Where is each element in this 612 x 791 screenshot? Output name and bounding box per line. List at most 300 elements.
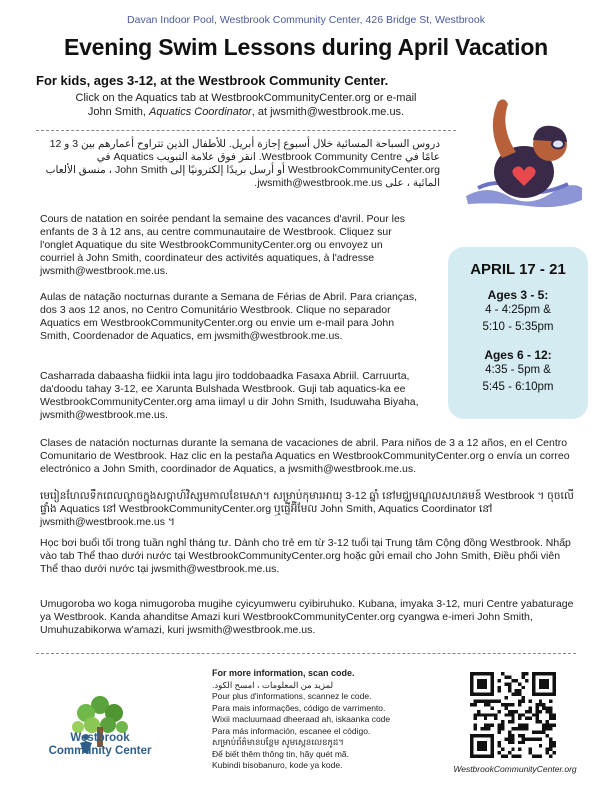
qr-module bbox=[484, 717, 487, 720]
qr-module bbox=[504, 703, 507, 706]
qr-module bbox=[511, 693, 514, 696]
qr-module bbox=[477, 679, 480, 682]
qr-module bbox=[532, 672, 535, 675]
qr-module bbox=[539, 672, 542, 675]
qr-module bbox=[511, 710, 514, 713]
qr-module bbox=[498, 679, 501, 682]
qr-module bbox=[480, 744, 483, 747]
qr-module bbox=[549, 744, 552, 747]
qr-module bbox=[549, 693, 552, 696]
qr-module bbox=[504, 737, 507, 740]
schedule-group2-time2: 5:45 - 6:10pm bbox=[482, 381, 554, 393]
qr-module bbox=[539, 693, 542, 696]
qr-module bbox=[522, 700, 525, 703]
qr-module bbox=[546, 727, 549, 730]
qr-module bbox=[477, 682, 480, 685]
qr-module bbox=[518, 689, 521, 692]
qr-module bbox=[491, 744, 494, 747]
qr-module bbox=[525, 672, 528, 675]
qr-module bbox=[549, 737, 552, 740]
qr-module bbox=[528, 710, 531, 713]
qr-module bbox=[542, 693, 545, 696]
qr-module bbox=[528, 737, 531, 740]
scan-kinyarwanda: Kubindi bisobanuro, kode ya kode. bbox=[212, 760, 343, 770]
qr-module bbox=[504, 682, 507, 685]
qr-module bbox=[532, 737, 535, 740]
qr-module bbox=[480, 734, 483, 737]
qr-module bbox=[498, 751, 501, 754]
qr-module bbox=[532, 686, 535, 689]
scan-french: Pour plus d'informations, scannez le code. bbox=[212, 691, 372, 701]
qr-module bbox=[546, 748, 549, 751]
qr-module bbox=[487, 713, 490, 716]
qr-module bbox=[470, 693, 473, 696]
qr-module bbox=[501, 703, 504, 706]
scan-somali: Wixii macluumaad dheeraad ah, iskaanka code bbox=[212, 714, 391, 724]
qr-module bbox=[522, 696, 525, 699]
qr-module bbox=[487, 724, 490, 727]
qr-module bbox=[511, 755, 514, 758]
qr-module bbox=[491, 724, 494, 727]
qr-module bbox=[477, 748, 480, 751]
qr-module bbox=[504, 713, 507, 716]
qr-module bbox=[491, 706, 494, 709]
qr-module bbox=[518, 755, 521, 758]
qr-module bbox=[484, 682, 487, 685]
qr-module bbox=[470, 675, 473, 678]
qr-module bbox=[546, 679, 549, 682]
qr-module bbox=[553, 672, 556, 675]
qr-module bbox=[498, 741, 501, 744]
qr-module bbox=[525, 717, 528, 720]
qr-module bbox=[511, 717, 514, 720]
qr-module bbox=[508, 720, 511, 723]
qr-module bbox=[491, 737, 494, 740]
qr-module bbox=[480, 693, 483, 696]
qr-module bbox=[549, 706, 552, 709]
qr-module bbox=[525, 737, 528, 740]
qr-module bbox=[532, 679, 535, 682]
qr-module bbox=[480, 741, 483, 744]
qr-module bbox=[470, 689, 473, 692]
qr-module bbox=[484, 693, 487, 696]
qr-module bbox=[484, 727, 487, 730]
qr-module bbox=[491, 682, 494, 685]
qr-module bbox=[553, 741, 556, 744]
scan-info bbox=[212, 668, 452, 772]
qr-module bbox=[515, 679, 518, 682]
qr-module bbox=[522, 672, 525, 675]
qr-module bbox=[504, 675, 507, 678]
qr-module bbox=[511, 720, 514, 723]
qr-module bbox=[511, 727, 514, 730]
qr-module bbox=[528, 717, 531, 720]
scan-vietnamese: Để biết thêm thông tin, hãy quét mã. bbox=[212, 748, 350, 759]
qr-module bbox=[491, 755, 494, 758]
qr-module bbox=[480, 727, 483, 730]
qr-module bbox=[518, 741, 521, 744]
subtitle: For kids, ages 3-12, at the Westbrook Community Center. bbox=[36, 73, 389, 88]
qr-module bbox=[511, 737, 514, 740]
qr-module bbox=[553, 689, 556, 692]
qr-module bbox=[549, 710, 552, 713]
qr-module bbox=[525, 679, 528, 682]
qr-module bbox=[553, 682, 556, 685]
qr-module bbox=[477, 686, 480, 689]
qr-module bbox=[484, 686, 487, 689]
qr-module bbox=[553, 724, 556, 727]
qr-module bbox=[491, 741, 494, 744]
qr-module bbox=[508, 675, 511, 678]
qr-module bbox=[491, 686, 494, 689]
qr-module bbox=[546, 686, 549, 689]
qr-module bbox=[470, 734, 473, 737]
qr-module bbox=[542, 730, 545, 733]
qr-module bbox=[480, 672, 483, 675]
qr-module bbox=[501, 727, 504, 730]
qr-module bbox=[480, 748, 483, 751]
qr-module bbox=[539, 730, 542, 733]
qr-module bbox=[508, 741, 511, 744]
qr-module bbox=[484, 734, 487, 737]
scan-arabic: لمزيد من المعلومات ، امسح الكود. bbox=[212, 679, 334, 690]
qr-module bbox=[480, 713, 483, 716]
qr-module bbox=[532, 730, 535, 733]
qr-module bbox=[539, 710, 542, 713]
qr-module bbox=[498, 700, 501, 703]
qr-module bbox=[501, 755, 504, 758]
divider-top bbox=[36, 130, 456, 131]
scan-khmer: សម្រាប់ព័ត៌មានបន្ថែម សូមស្កេនលេខកូដ។ bbox=[212, 737, 344, 747]
qr-module bbox=[549, 713, 552, 716]
qr-module bbox=[522, 686, 525, 689]
qr-module bbox=[473, 713, 476, 716]
qr-module bbox=[528, 751, 531, 754]
qr-module bbox=[498, 744, 501, 747]
qr-module bbox=[546, 672, 549, 675]
intro-role: Aquatics Coordinator bbox=[149, 105, 252, 118]
arabic-text: دروس السباحة المسائية خلال أسبوع إجازة أبريل. للأطفال الذين تتراوح أعمارهم بين 3 و 12 عامًا في Westbrook Community Centre. انقر فوق علامة التبويب Aquatics في WestbrookCommunityCenter.org أو أرسل بريدًا إلكترونيًا إلى John Smith ، منسق الألعاب المائية ، على jwsmith@westbrook.me.us. bbox=[45, 138, 440, 189]
qr-module bbox=[477, 741, 480, 744]
qr-module bbox=[549, 724, 552, 727]
schedule-group2-label: Ages 6 - 12: bbox=[484, 348, 552, 362]
qr-module bbox=[477, 713, 480, 716]
qr-module bbox=[511, 703, 514, 706]
qr-module bbox=[484, 700, 487, 703]
qr-module bbox=[477, 672, 480, 675]
qr-module bbox=[511, 679, 514, 682]
logo-text bbox=[40, 732, 160, 758]
swimmer-arm bbox=[493, 99, 516, 158]
qr-module bbox=[491, 748, 494, 751]
qr-module bbox=[515, 755, 518, 758]
spanish-text: Clases de natación nocturnas durante la semana de vacaciones de abril. Para niños de 3 a 12 años, en el Centro Comunitario de Westbrook. Haz clic en la pestaña Aquatics en WestbrookCommunityCenter.org o envía un correo electrónico a John Smith, coordinador de Aquatics, a jwsmith@westbrook.me.us. bbox=[40, 437, 570, 475]
schedule-group1-time1: 4 - 4:25pm & bbox=[485, 304, 551, 316]
qr-module bbox=[546, 693, 549, 696]
qr-module bbox=[532, 755, 535, 758]
qr-module bbox=[508, 734, 511, 737]
qr-module bbox=[484, 744, 487, 747]
qr-module bbox=[522, 734, 525, 737]
scan-portuguese: Para mais informações, código de varrimento. bbox=[212, 702, 386, 713]
vietnamese-text: Học bơi buổi tối trong tuần nghỉ tháng tư. Dành cho trẻ em từ 3-12 tuổi tại Trung tâm Cộng đồng Westbrook. Nhấp vào tab Thể thao dưới nước tại WestbrookCommunityCenter.org hoặc gửi email cho John Smith, Điều phối viên Thể thao dưới nước tại jwsmith@westbrook.me.us. bbox=[40, 537, 571, 575]
qr-module bbox=[498, 686, 501, 689]
qr-module bbox=[522, 741, 525, 744]
qr-module bbox=[501, 748, 504, 751]
qr-module bbox=[508, 703, 511, 706]
qr-module bbox=[518, 693, 521, 696]
qr-module bbox=[511, 734, 514, 737]
qr-module bbox=[553, 744, 556, 747]
khmer-text: មេរៀនហែលទឹកពេលល្ងាចក្នុងសប្តាហ៍វិស្សមកាលខែមេសា។ សម្រាប់កុមារអាយុ 3-12 ឆ្នាំ នៅមជ្ឈមណ្ឌលសហគមន៍ Westbrook ។ ចុចលើផ្ទាំង Aquatics នៅ WestbrookCommunityCenter.org ឬផ្ញើអ៊ីមែល John Smith, Aquatics Coordinator នៅ jwsmith@westbrook.me.us ។ bbox=[40, 490, 574, 528]
intro-line-2-suffix: , at jwsmith@westbrook.me.us. bbox=[251, 105, 405, 118]
qr-url: WestbrookCommunityCenter.org bbox=[453, 764, 577, 774]
scan-spanish: Para más información, escanee el código. bbox=[212, 725, 371, 736]
qr-module bbox=[491, 693, 494, 696]
french-text: Cours de natation en soirée pendant la semaine des vacances d'avril. Pour les enfants de 3 à 12 ans, au centre communautaire de Westbrook. Cliquez sur l'onglet Aquatique du site WestbrookCommunityCenter.org ou envoyez un courriel à John Smith, coordinateur des activités aquatiques, à l'adresse jwsmith@westbrook.me.us. bbox=[40, 213, 406, 277]
qr-module bbox=[532, 693, 535, 696]
qr-module bbox=[477, 744, 480, 747]
qr-module bbox=[535, 672, 538, 675]
qr-module bbox=[515, 710, 518, 713]
qr-module bbox=[549, 727, 552, 730]
qr-module bbox=[491, 689, 494, 692]
swimmer-illustration bbox=[458, 88, 588, 218]
kinyarwanda-text: Umugoroba wo koga nimugoroba mugihe cyicyumweru cyibiruhuko. Kubana, imyaka 3-12, muri Centre yabaturage ya Westbrook. Kanda ahanditse Amazi kuri WestbrookCommunityCenter.org cyangwa e-imeri John Smith, Umuhuzabikorwa w'amazi, kuri jwsmith@westbrook.me.us. bbox=[40, 598, 574, 636]
qr-module bbox=[535, 730, 538, 733]
qr-module bbox=[518, 700, 521, 703]
qr-module bbox=[532, 713, 535, 716]
qr-module bbox=[470, 744, 473, 747]
qr-module bbox=[535, 713, 538, 716]
qr-module bbox=[518, 717, 521, 720]
qr-module bbox=[491, 751, 494, 754]
intro-line-2 bbox=[36, 106, 456, 120]
qr-module bbox=[470, 672, 473, 675]
qr-module bbox=[498, 724, 501, 727]
qr-module bbox=[532, 689, 535, 692]
qr-module bbox=[498, 710, 501, 713]
qr-module bbox=[542, 679, 545, 682]
qr-module bbox=[535, 717, 538, 720]
scan-head: For more information, scan code. bbox=[212, 668, 355, 678]
qr-module bbox=[487, 693, 490, 696]
qr-module bbox=[522, 675, 525, 678]
qr-module bbox=[504, 696, 507, 699]
logo-line-1: Westbrook bbox=[70, 732, 130, 744]
qr-module bbox=[470, 679, 473, 682]
qr-module bbox=[518, 727, 521, 730]
qr-module bbox=[539, 720, 542, 723]
qr-module bbox=[522, 737, 525, 740]
qr-module bbox=[532, 675, 535, 678]
qr-module bbox=[473, 727, 476, 730]
page-title: Evening Swim Lessons during April Vacation bbox=[63, 34, 549, 60]
qr-module bbox=[518, 734, 521, 737]
qr-module bbox=[539, 737, 542, 740]
qr-module bbox=[470, 703, 473, 706]
qr-module bbox=[539, 686, 542, 689]
qr-module bbox=[484, 713, 487, 716]
qr-module bbox=[546, 706, 549, 709]
qr-module bbox=[484, 679, 487, 682]
qr-module bbox=[484, 748, 487, 751]
qr-module bbox=[494, 717, 497, 720]
qr-module bbox=[504, 706, 507, 709]
qr-module bbox=[511, 748, 514, 751]
qr-module bbox=[535, 720, 538, 723]
qr-module bbox=[491, 675, 494, 678]
qr-module bbox=[498, 730, 501, 733]
schedule-group2-time1: 4:35 - 5pm & bbox=[485, 364, 551, 376]
qr-module bbox=[508, 689, 511, 692]
qr-module bbox=[511, 741, 514, 744]
qr-module bbox=[535, 693, 538, 696]
schedule-group1-time2: 5:10 - 5:35pm bbox=[482, 321, 554, 333]
divider-bottom bbox=[36, 653, 576, 654]
qr-module bbox=[491, 679, 494, 682]
qr-module bbox=[542, 686, 545, 689]
qr-module bbox=[473, 703, 476, 706]
qr-module bbox=[491, 713, 494, 716]
qr-module bbox=[487, 755, 490, 758]
qr-module bbox=[487, 700, 490, 703]
qr-module bbox=[546, 751, 549, 754]
qr-module bbox=[522, 724, 525, 727]
qr-module bbox=[501, 720, 504, 723]
qr-module bbox=[542, 706, 545, 709]
qr-module bbox=[480, 679, 483, 682]
qr-module bbox=[542, 703, 545, 706]
qr-module bbox=[525, 724, 528, 727]
qr-module bbox=[473, 755, 476, 758]
qr-module bbox=[522, 727, 525, 730]
qr-module bbox=[553, 693, 556, 696]
qr-module bbox=[549, 755, 552, 758]
qr-module bbox=[491, 734, 494, 737]
qr-module bbox=[546, 710, 549, 713]
qr-module bbox=[535, 703, 538, 706]
qr-module bbox=[501, 672, 504, 675]
qr-module bbox=[539, 700, 542, 703]
qr-module bbox=[480, 686, 483, 689]
qr-module bbox=[508, 682, 511, 685]
qr-module bbox=[535, 737, 538, 740]
qr-module bbox=[477, 755, 480, 758]
qr-module bbox=[546, 682, 549, 685]
qr-module bbox=[511, 713, 514, 716]
qr-module bbox=[487, 727, 490, 730]
qr-module bbox=[480, 700, 483, 703]
qr-module bbox=[549, 717, 552, 720]
qr-module bbox=[484, 703, 487, 706]
qr-module bbox=[494, 713, 497, 716]
qr-module bbox=[532, 682, 535, 685]
qr-module bbox=[491, 700, 494, 703]
qr-module bbox=[484, 724, 487, 727]
qr-module bbox=[539, 755, 542, 758]
qr-module bbox=[546, 720, 549, 723]
qr-module bbox=[473, 700, 476, 703]
qr-module bbox=[518, 682, 521, 685]
qr-module bbox=[539, 679, 542, 682]
qr-module bbox=[487, 672, 490, 675]
qr-module bbox=[542, 672, 545, 675]
qr-code-icon[interactable] bbox=[470, 672, 556, 758]
qr-module bbox=[535, 706, 538, 709]
qr-module bbox=[473, 693, 476, 696]
qr-module bbox=[518, 724, 521, 727]
qr-module bbox=[525, 727, 528, 730]
qr-module bbox=[553, 713, 556, 716]
qr-module bbox=[539, 703, 542, 706]
qr-module bbox=[477, 693, 480, 696]
schedule-dates: APRIL 17 - 21 bbox=[470, 261, 566, 278]
qr-module bbox=[484, 741, 487, 744]
qr-module bbox=[515, 727, 518, 730]
qr-module bbox=[473, 717, 476, 720]
qr-module bbox=[528, 706, 531, 709]
qr-module bbox=[553, 686, 556, 689]
schedule-box bbox=[448, 247, 588, 419]
westbrook-logo-icon bbox=[40, 668, 160, 778]
qr-module bbox=[508, 730, 511, 733]
header-address: Davan Indoor Pool, Westbrook Community Center, 426 Bridge St, Westbrook bbox=[127, 14, 485, 26]
portuguese-text: Aulas de natação nocturnas durante a Semana de Férias de Abril. Para crianças, dos 3 aos 12 anos, no Centro Comunitário Westbrook. Clique no separador Aquatics em WestbrookCommunityCenter.org ou envie um e-mail para John Smith, Coordenador de Aquatics, em jwsmith@westbrook.me.us. bbox=[40, 291, 418, 342]
qr-module bbox=[542, 727, 545, 730]
qr-module bbox=[470, 737, 473, 740]
qr-module bbox=[528, 748, 531, 751]
qr-module bbox=[528, 700, 531, 703]
intro-line-1: Click on the Aquatics tab at WestbrookCommunityCenter.org or e-mail bbox=[75, 92, 417, 104]
qr-module bbox=[477, 734, 480, 737]
qr-module bbox=[470, 751, 473, 754]
qr-module bbox=[553, 675, 556, 678]
qr-module bbox=[470, 755, 473, 758]
intro-text bbox=[36, 92, 456, 119]
qr-module bbox=[549, 741, 552, 744]
qr-module bbox=[522, 713, 525, 716]
qr-module bbox=[508, 713, 511, 716]
qr-module bbox=[535, 710, 538, 713]
qr-module bbox=[484, 755, 487, 758]
qr-module bbox=[549, 748, 552, 751]
qr-module bbox=[553, 717, 556, 720]
qr-module bbox=[535, 755, 538, 758]
qr-module bbox=[480, 682, 483, 685]
qr-module bbox=[477, 700, 480, 703]
qr-module bbox=[542, 724, 545, 727]
qr-module bbox=[487, 734, 490, 737]
qr-module bbox=[539, 682, 542, 685]
qr-module bbox=[504, 755, 507, 758]
qr-module bbox=[518, 703, 521, 706]
qr-module bbox=[494, 700, 497, 703]
qr-module bbox=[549, 672, 552, 675]
qr-module bbox=[508, 737, 511, 740]
qr-module bbox=[498, 727, 501, 730]
somali-text: Casharrada dabaasha fiidkii inta lagu jiro toddobaadka Fasaxa Abriil. Carruurta, da'doodu tahay 3-12, ee Xarunta Bulshada Westbrook. Guji tab aquatics-ka ee WestbrookCommunityCenter.org ama iimayl u dir John Smith, Isuduwaha Biyaha, jwsmith@westbrook.me.us. bbox=[40, 370, 419, 421]
qr-module bbox=[470, 686, 473, 689]
qr-module bbox=[518, 748, 521, 751]
qr-module bbox=[546, 734, 549, 737]
schedule-group1-label: Ages 3 - 5: bbox=[487, 288, 549, 302]
logo-line-2: Community Center bbox=[48, 745, 152, 757]
qr-module bbox=[491, 672, 494, 675]
qr-module bbox=[501, 724, 504, 727]
qr-module bbox=[553, 751, 556, 754]
qr-module bbox=[473, 734, 476, 737]
